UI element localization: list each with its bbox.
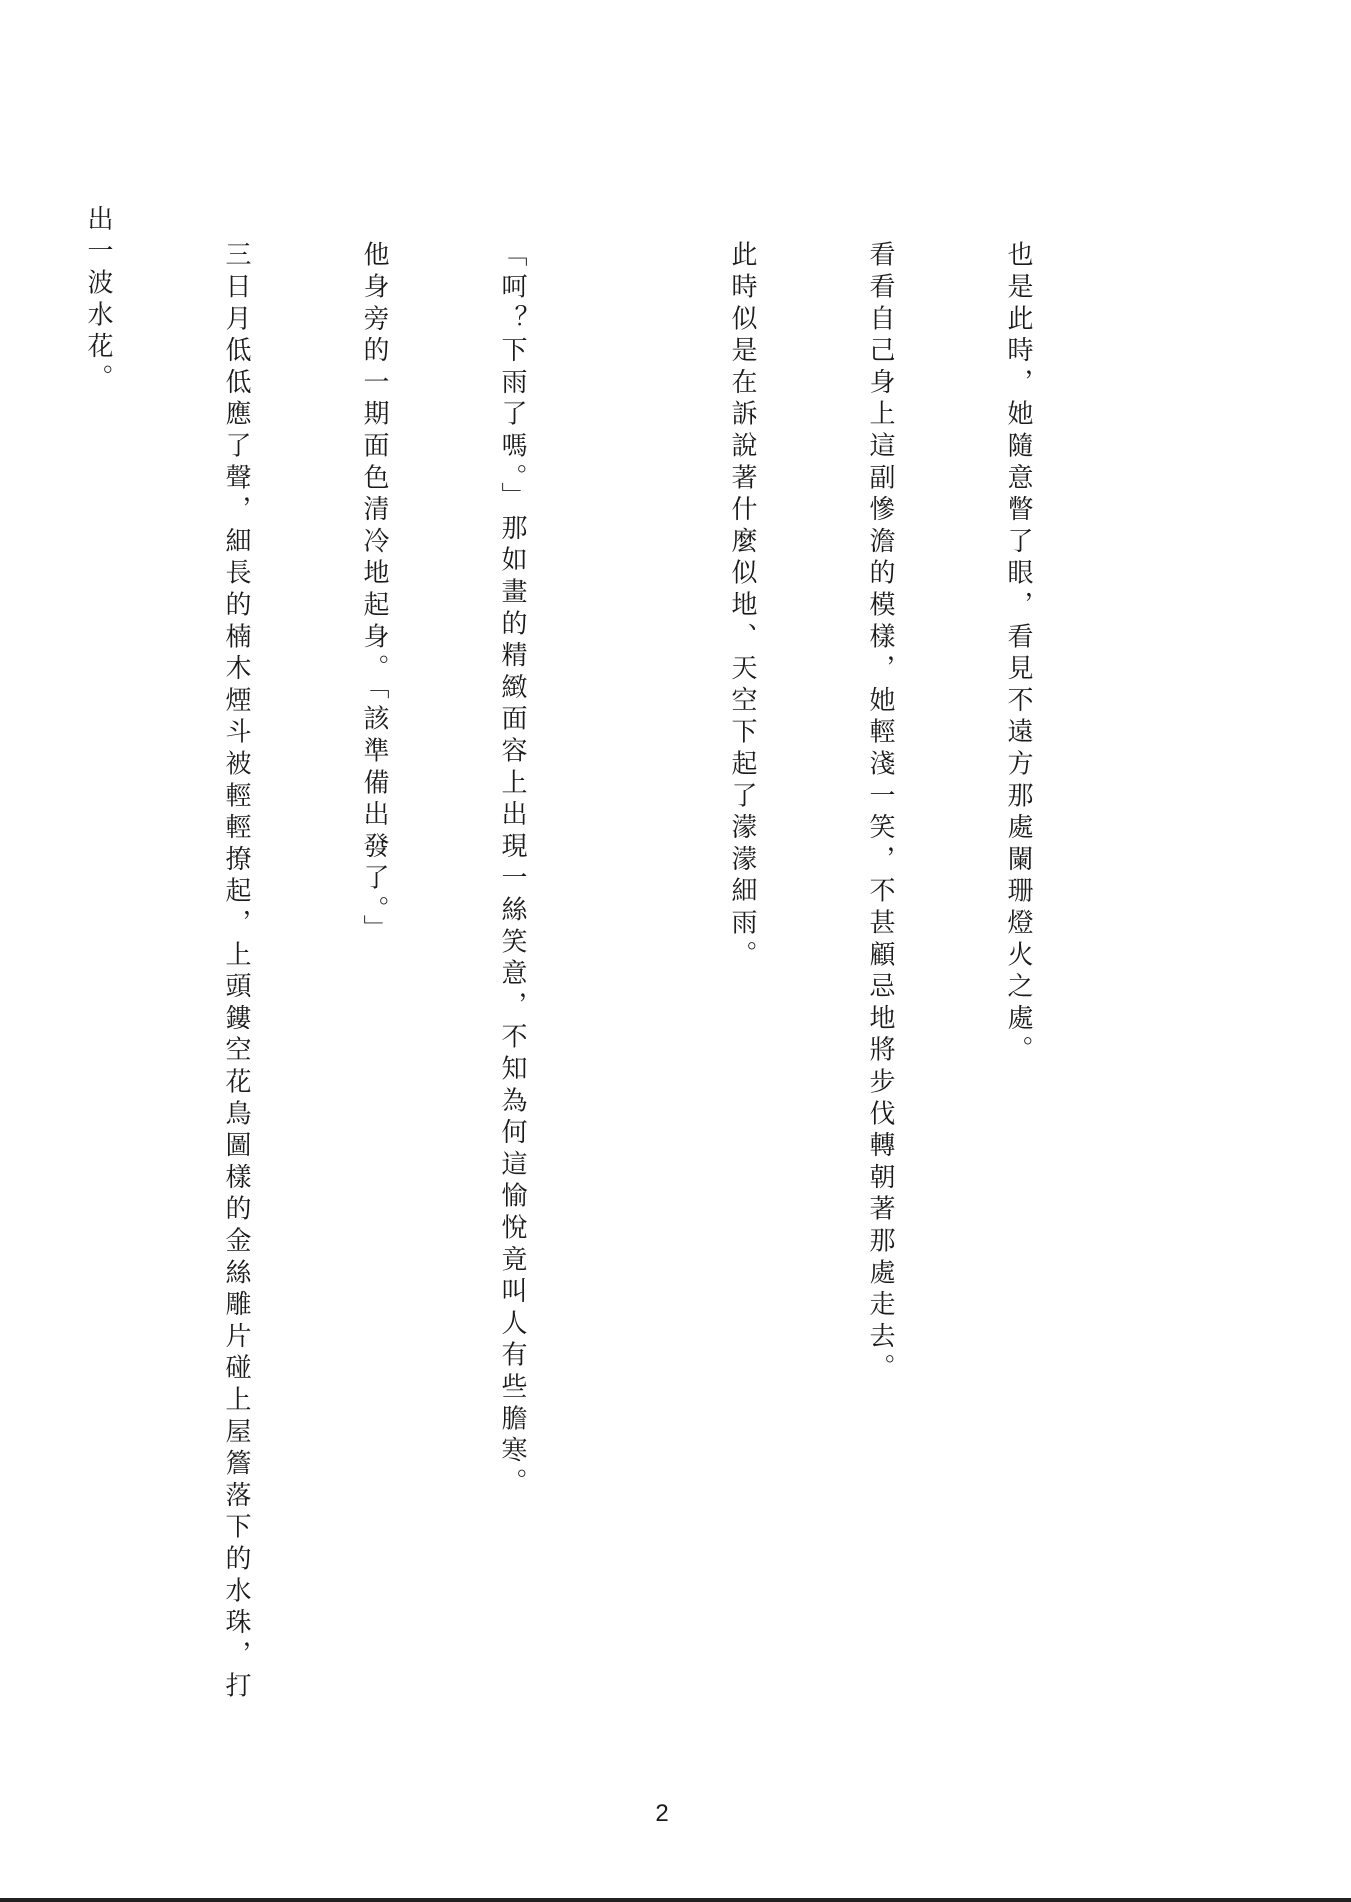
text-line: 看看自己身上這副慘澹的模樣，她輕淺一笑，不甚顧忌地將步伐轉朝著那處走去。 [865, 205, 895, 1386]
text-line: 此時似是在訴說著什麼似地、天空下起了濛濛細雨。 [727, 205, 757, 973]
page-number: 2 [655, 1800, 669, 1827]
text-line: 他身旁的一期面色清冷地起身。「該準備出發了。」 [359, 205, 389, 947]
vertical-text-body [0, 205, 1133, 1704]
text-line: 「呵？下雨了嗎。」那如畫的精緻面容上出現一絲笑意，不知為何這愉悅竟叫人有些膽寒。 [497, 205, 527, 1500]
bottom-border [0, 1898, 1351, 1902]
text-line: 三日月低低應了聲，細長的楠木煙斗被輕輕撩起，上頭鏤空花鳥圖樣的金絲雕片碰上屋簷落下的水珠，打 [221, 205, 251, 1704]
text-line: 出一波水花。 [83, 205, 113, 396]
text-line: 也是此時，她隨意瞥了眼，看見不遠方那處闌珊燈火之處。 [1003, 205, 1033, 1068]
